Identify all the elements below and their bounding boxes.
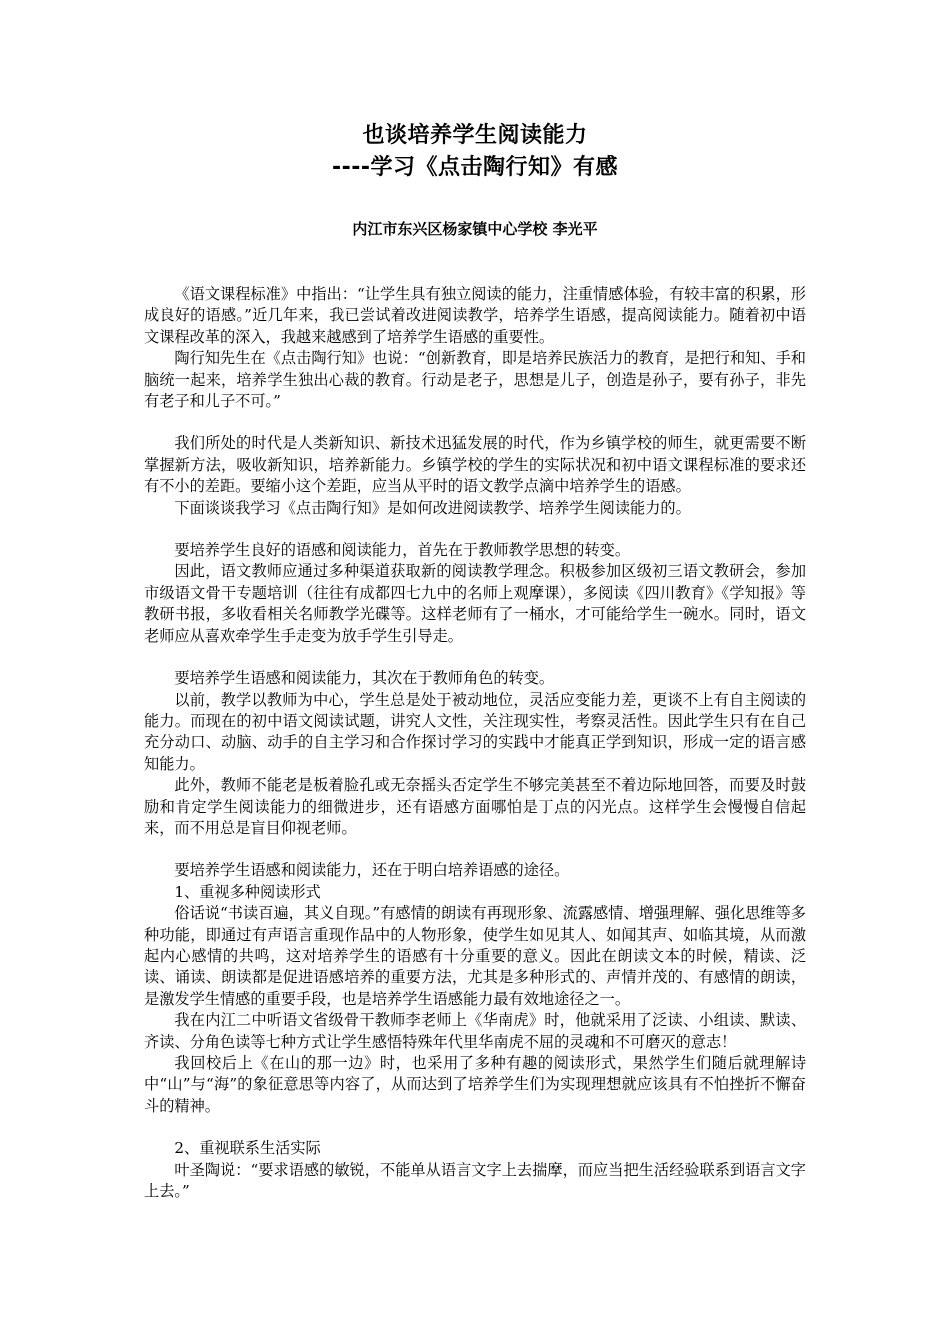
paragraph: 以前，教学以教师为中心，学生总是处于被动地位，灵活应变能力差，更谈不上有自主阅读的能力。而现在的初中语文阅读试题，讲究人文性，关注现实性，考察灵活性。因此学生只有在自己充分动口、动脑、动手的自主学习和合作探讨学习的实践中才能真正学到知识，形成一定的语言感知能力。 xyxy=(144,690,806,773)
paragraph: 《语文课程标准》中指出：“让学生具有独立阅读的能力，注重情感体验，有较丰富的积累，形成良好的语感。”近几年来，我已尝试着改进阅读教学，培养学生语感，提高阅读能力。随着初中语文课程改革的深入，我越来越感到了培养学生语感的重要性。 xyxy=(144,285,806,346)
paragraph: 我回校后上《在山的那一边》时，也采用了多种有趣的阅读形式，果然学生们随后就理解诗中“山”与“海”的象征意思等内容了，从而达到了培养学生们为实现理想就应该具有不怕挫折不懈奋斗的精神。 xyxy=(144,1054,806,1115)
section-lead: 要培养学生语感和阅读能力，还在于明白培养语感的途径。 xyxy=(174,861,570,880)
subheading: 1、重视多种阅读形式 xyxy=(174,882,321,901)
paragraph: 我在内江二中听语文省级骨干教师李老师上《华南虎》时，他就采用了泛读、小组读、默读、齐读、分角色读等七种方式让学生感悟特殊年代里华南虎不屈的灵魂和不可磨灭的意志！ xyxy=(144,1011,806,1051)
paragraph: 下面谈谈我学习《点击陶行知》是如何改进阅读教学、培养学生阅读能力的。 xyxy=(174,498,691,517)
paragraph-gap xyxy=(144,519,806,540)
paragraph-gap xyxy=(144,647,806,668)
document-title: 也谈培养学生阅读能力 xyxy=(362,123,588,148)
subheading: 2、重视联系生活实际 xyxy=(174,1139,321,1158)
paragraph-gap xyxy=(144,1117,806,1138)
paragraph: 我们所处的时代是人类新知识、新技术迅猛发展的时代，作为乡镇学校的师生，就更需要不断掌握新方法，吸收新知识，培养新能力。乡镇学校的学生的实际状况和初中语文课程标准的要求还有不小的差距。要缩小这个差距，应当从平时的语文教学点滴中培养学生的语感。 xyxy=(144,434,806,496)
author-line: 内江市东兴区杨家镇中心学校 李光平 xyxy=(352,220,598,238)
section-lead: 要培养学生良好的语感和阅读能力，首先在于教师教学思想的转变。 xyxy=(174,541,631,560)
paragraph: 叶圣陶说：“要求语感的敏锐，不能单从语言文字上去揣摩，而应当把生活经验联系到语言文字上去。” xyxy=(144,1160,806,1201)
paragraph: 因此，语文教师应通过多种渠道获取新的阅读教学理念。积极参加区级初三语文教研会，参加市级语文骨干专题培训（往往有成都四七九中的名师上观摩课），多阅读《四川教育》《学知报》等教研书报，多收看相关名师教学光碟等。这样老师有了一桶水，才可能给学生一碗水。同时，语文老师应从喜欢牵学生手走变为放手学生引导走。 xyxy=(144,562,806,645)
paragraph-gap xyxy=(144,412,806,433)
section-lead: 要培养学生语感和阅读能力，其次在于教师角色的转变。 xyxy=(174,669,555,688)
paragraph: 此外，教师不能老是板着脸孔或无奈摇头否定学生不够完美甚至不着边际地回答，而要及时鼓励和肯定学生阅读能力的细微进步，还有语感方面哪怕是丁点的闪光点。这样学生会慢慢自信起来，而不用总是盲目仰视老师。 xyxy=(144,776,806,837)
paragraph: 陶行知先生在《点击陶行知》也说：“创新教育，即是培养民族活力的教育，是把行和知、手和脑统一起来，培养学生独出心裁的教育。行动是老子，思想是儿子，创造是孙子，要有孙子，非先有老子和儿子不可。” xyxy=(144,349,806,411)
paragraph: 俗话说“书读百遍，其义自现。”有感情的朗读有再现形象、流露感情、增强理解、强化思维等多种功能，即通过有声语言重现作品中的人物形象，使学生如见其人、如闻其声、如临其境，从而激起内心感情的共鸣，这对培养学生的语感有十分重要的意义。因此在朗读文本的时候，精读、泛读、诵读、朗读都是促进语感培养的重要方法，尤其是多种形式的、声情并茂的、有感情的朗读，是激发学生情感的重要手段，也是培养学生语感能力最有效地途径之一。 xyxy=(144,904,806,1008)
paragraph-gap xyxy=(144,839,806,860)
document-body xyxy=(144,284,806,1202)
document-subtitle: ----学习《点击陶行知》有感 xyxy=(331,155,619,180)
